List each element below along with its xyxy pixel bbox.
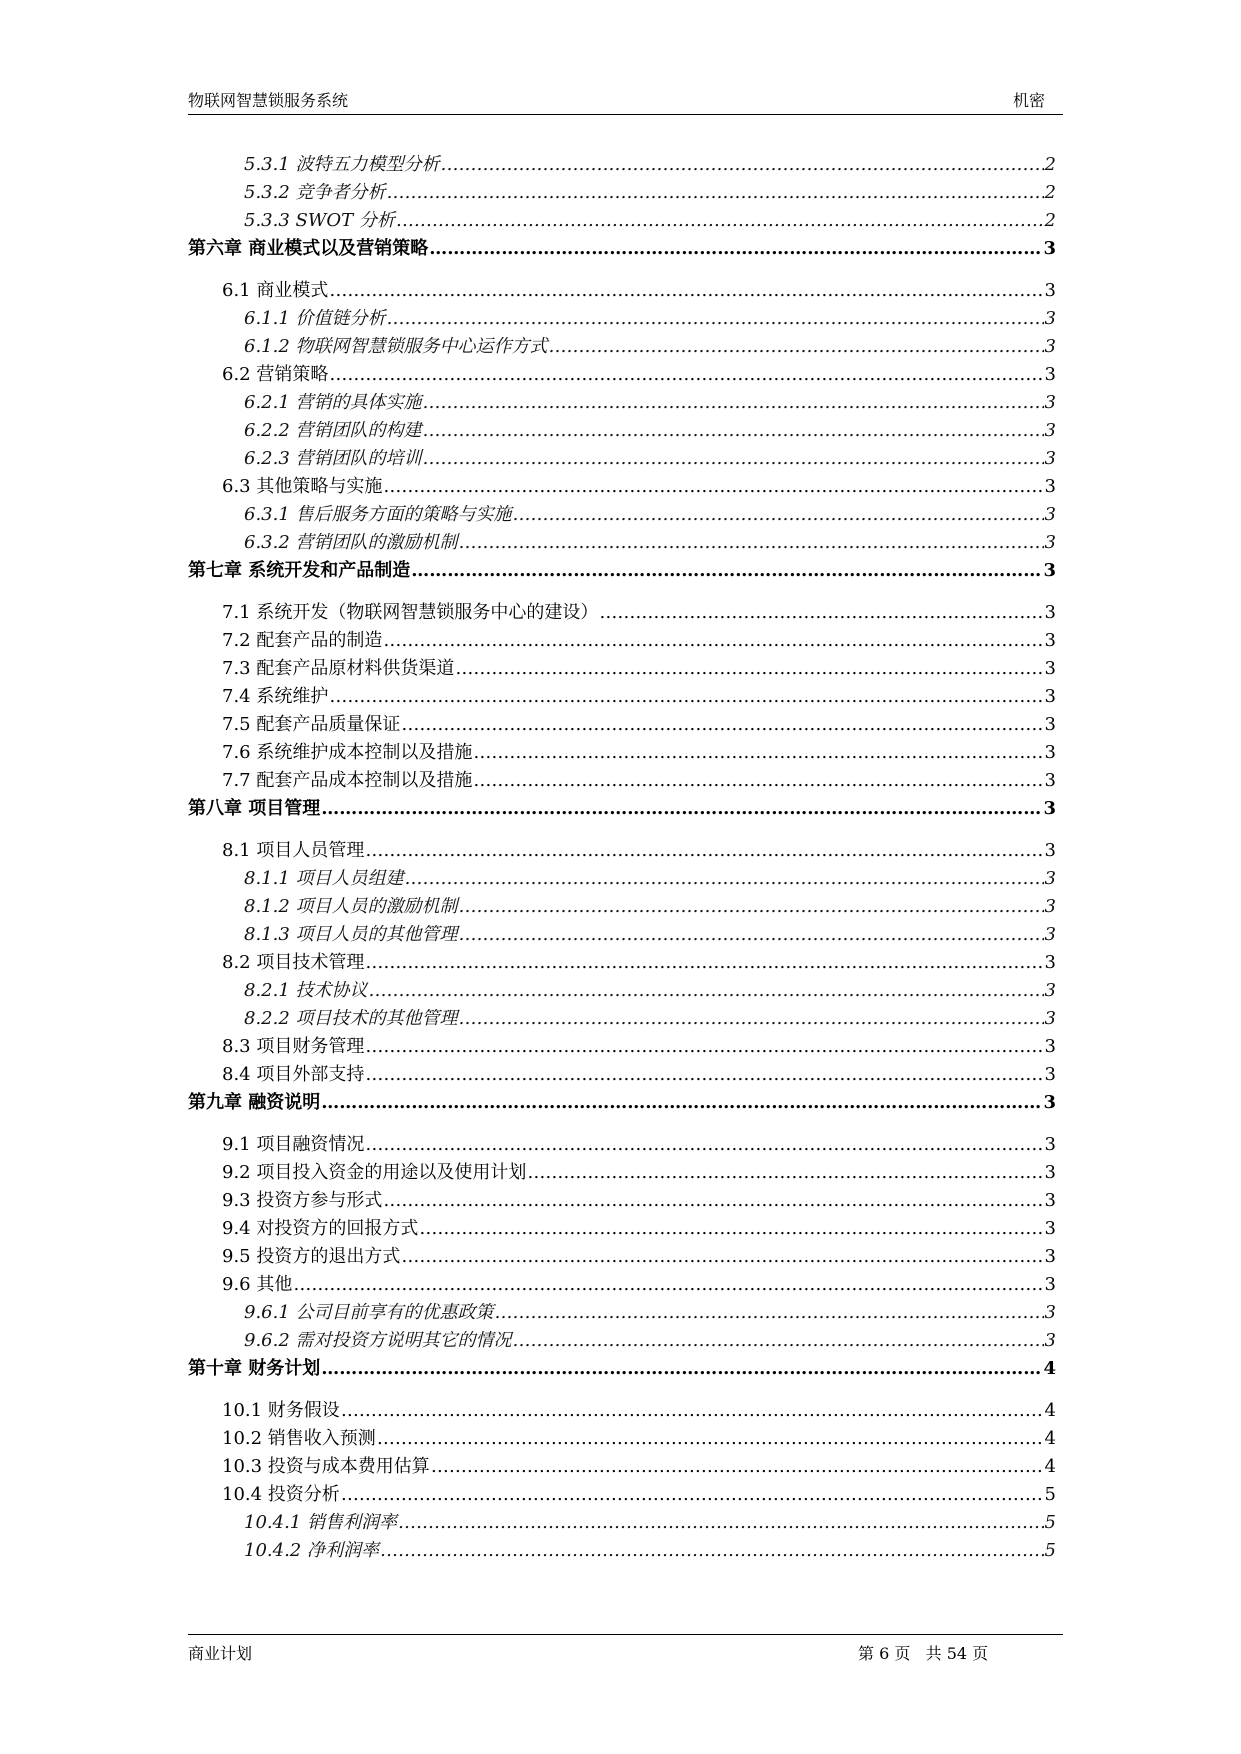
toc-page-number: 3 <box>1044 980 1056 1001</box>
toc-entry-label: 10.3 投资与成本费用估算 <box>222 1456 430 1477</box>
toc-dot-leader <box>599 602 1043 623</box>
toc-page-number: 3 <box>1044 742 1056 763</box>
toc-entry-label: 第七章 系统开发和产品制造 <box>188 560 411 581</box>
toc-dot-leader <box>341 1484 1044 1505</box>
toc-page-number: 3 <box>1044 686 1056 707</box>
toc-page-number: 3 <box>1044 1246 1056 1267</box>
toc-entry-label: 7.6 系统维护成本控制以及措施 <box>222 742 473 763</box>
toc-page-number: 5 <box>1044 1484 1056 1505</box>
toc-dot-leader <box>396 210 1044 231</box>
toc-entry[interactable] <box>188 1130 1056 1158</box>
toc-entry[interactable] <box>188 598 1056 626</box>
toc-dot-leader <box>423 420 1044 441</box>
toc-dot-leader <box>401 714 1043 735</box>
toc-page-number: 4 <box>1044 1456 1056 1477</box>
toc-entry[interactable] <box>188 976 1056 1004</box>
toc-entry[interactable] <box>188 766 1056 794</box>
toc-entry-label: 9.5 投资方的退出方式 <box>222 1246 401 1267</box>
toc-entry[interactable] <box>188 864 1056 892</box>
toc-entry[interactable] <box>188 1004 1056 1032</box>
toc-entry[interactable] <box>188 1396 1056 1424</box>
toc-entry-label: 7.7 配套产品成本控制以及措施 <box>222 770 473 791</box>
toc-dot-leader <box>429 238 1042 259</box>
toc-page-number: 3 <box>1044 658 1056 679</box>
toc-page-number: 3 <box>1044 952 1056 973</box>
toc-dot-leader <box>513 1330 1044 1351</box>
toc-entry-label: 第九章 融资说明 <box>188 1092 321 1113</box>
toc-page-number: 3 <box>1044 868 1056 889</box>
toc-entry[interactable] <box>188 738 1056 766</box>
toc-entry-label: 7.2 配套产品的制造 <box>222 630 383 651</box>
toc-entry-label: 6.3.2 营销团队的激励机制 <box>244 532 458 553</box>
toc-dot-leader <box>365 1036 1043 1057</box>
toc-page-number: 3 <box>1044 630 1056 651</box>
toc-page-number: 5 <box>1044 1512 1056 1533</box>
toc-entry-label: 第六章 商业模式以及营销策略 <box>188 238 429 259</box>
toc-entry-label: 7.4 系统维护 <box>222 686 329 707</box>
toc-entry-label: 8.4 项目外部支持 <box>222 1064 365 1085</box>
toc-dot-leader <box>383 630 1043 651</box>
toc-page-number: 3 <box>1044 714 1056 735</box>
toc-dot-leader <box>405 868 1044 889</box>
toc-entry-label: 9.6.2 需对投资方说明其它的情况 <box>244 1330 512 1351</box>
toc-dot-leader <box>495 1302 1044 1323</box>
toc-dot-leader <box>369 980 1044 1001</box>
toc-entry[interactable] <box>188 304 1056 332</box>
toc-dot-leader <box>527 1162 1043 1183</box>
toc-entry-label: 8.1.1 项目人员组建 <box>244 868 404 889</box>
footer-page-number: 第 6 页 共 54 页 <box>858 1644 989 1663</box>
toc-entry[interactable] <box>188 1214 1056 1242</box>
toc-chapter[interactable] <box>188 1088 1056 1116</box>
toc-page-number: 3 <box>1044 1134 1056 1155</box>
toc-entry[interactable] <box>188 682 1056 710</box>
toc-page-number: 3 <box>1044 476 1056 497</box>
toc-entry-label: 10.1 财务假设 <box>222 1400 340 1421</box>
toc-entry-label: 9.6.1 公司目前享有的优惠政策 <box>244 1302 494 1323</box>
toc-dot-leader <box>383 1190 1043 1211</box>
toc-chapter[interactable] <box>188 1354 1056 1382</box>
toc-dot-leader <box>293 1274 1043 1295</box>
toc-entry-label: 5.3.3 SWOT 分析 <box>244 210 395 231</box>
toc-entry-label: 6.2.1 营销的具体实施 <box>244 392 422 413</box>
toc-entry-label: 6.1 商业模式 <box>222 280 329 301</box>
toc-page-number: 4 <box>1044 1428 1056 1449</box>
toc-entry-label: 5.3.2 竞争者分析 <box>244 182 386 203</box>
toc-dot-leader <box>411 560 1042 581</box>
toc-entry-label: 8.1.3 项目人员的其他管理 <box>244 924 458 945</box>
toc-entry[interactable] <box>188 654 1056 682</box>
toc-dot-leader <box>459 1008 1044 1029</box>
toc-entry[interactable] <box>188 1298 1056 1326</box>
toc-dot-leader <box>321 798 1042 819</box>
toc-dot-leader <box>513 504 1044 525</box>
toc-page-number: 3 <box>1044 280 1056 301</box>
toc-dot-leader <box>387 308 1044 329</box>
toc-page-number: 3 <box>1044 392 1056 413</box>
toc-dot-leader <box>473 742 1043 763</box>
toc-dot-leader <box>380 1540 1044 1561</box>
toc-dot-leader <box>329 364 1043 385</box>
toc-entry-label: 7.3 配套产品原材料供货渠道 <box>222 658 455 679</box>
toc-page-number: 3 <box>1044 1162 1056 1183</box>
toc-page-number: 3 <box>1043 798 1056 819</box>
toc-page-number: 3 <box>1044 840 1056 861</box>
toc-entry[interactable] <box>188 1032 1056 1060</box>
toc-page-number: 4 <box>1043 1358 1056 1379</box>
toc-entry[interactable] <box>188 332 1056 360</box>
toc-entry[interactable] <box>188 1186 1056 1214</box>
toc-entry-label: 10.2 销售收入预测 <box>222 1428 376 1449</box>
toc-entry[interactable] <box>188 1424 1056 1452</box>
header-title: 物联网智慧锁服务系统 <box>188 91 349 110</box>
toc-entry-label: 6.3.1 售后服务方面的策略与实施 <box>244 504 512 525</box>
toc-entry-label: 10.4.1 销售利润率 <box>244 1512 397 1533</box>
toc-entry[interactable] <box>188 388 1056 416</box>
toc-dot-leader <box>365 1134 1043 1155</box>
toc-dot-leader <box>365 840 1043 861</box>
toc-entry[interactable] <box>188 472 1056 500</box>
toc-dot-leader <box>365 952 1043 973</box>
toc-entry-label: 9.2 项目投入资金的用途以及使用计划 <box>222 1162 527 1183</box>
toc-page-number: 5 <box>1044 1540 1056 1561</box>
toc-entry[interactable] <box>188 1480 1056 1508</box>
toc-dot-leader <box>423 392 1044 413</box>
toc-entry-label: 7.1 系统开发（物联网智慧锁服务中心的建设） <box>222 602 599 623</box>
toc-entry-label: 8.1 项目人员管理 <box>222 840 365 861</box>
toc-page-number: 3 <box>1043 1092 1056 1113</box>
toc-page-number: 3 <box>1043 238 1056 259</box>
toc-page-number: 3 <box>1044 1064 1056 1085</box>
toc-page-number: 4 <box>1044 1400 1056 1421</box>
toc-dot-leader <box>401 1246 1043 1267</box>
toc-dot-leader <box>321 1358 1042 1379</box>
toc-page-number: 3 <box>1044 336 1056 357</box>
toc-entry-label: 8.2 项目技术管理 <box>222 952 365 973</box>
toc-page-number: 3 <box>1044 1008 1056 1029</box>
toc-page-number: 3 <box>1044 1190 1056 1211</box>
toc-page-number: 3 <box>1044 1036 1056 1057</box>
toc-entry-label: 第八章 项目管理 <box>188 798 321 819</box>
toc-entry-label: 6.2 营销策略 <box>222 364 329 385</box>
toc-page-number: 2 <box>1044 154 1056 175</box>
toc-dot-leader <box>441 154 1044 175</box>
toc-entry[interactable] <box>188 1508 1056 1536</box>
toc-page-number: 3 <box>1044 504 1056 525</box>
toc-page-number: 3 <box>1044 602 1056 623</box>
toc-page-number: 3 <box>1044 364 1056 385</box>
toc-entry-label: 10.4.2 净利润率 <box>244 1540 379 1561</box>
table-of-contents <box>188 150 1056 1564</box>
toc-chapter[interactable] <box>188 794 1056 822</box>
toc-dot-leader <box>549 336 1044 357</box>
toc-entry-label: 6.2.3 营销团队的培训 <box>244 448 422 469</box>
toc-entry[interactable] <box>188 1158 1056 1186</box>
toc-entry-label: 8.2.1 技术协议 <box>244 980 368 1001</box>
toc-dot-leader <box>423 448 1044 469</box>
toc-dot-leader <box>329 686 1043 707</box>
header-confidential: 机密 <box>1012 91 1045 110</box>
toc-entry[interactable] <box>188 892 1056 920</box>
toc-page-number: 3 <box>1044 420 1056 441</box>
toc-dot-leader <box>365 1064 1043 1085</box>
toc-dot-leader <box>387 182 1044 203</box>
toc-dot-leader <box>341 1400 1044 1421</box>
toc-entry[interactable] <box>188 836 1056 864</box>
page-header <box>188 86 1063 115</box>
toc-page-number: 3 <box>1044 1330 1056 1351</box>
toc-dot-leader <box>459 896 1044 917</box>
toc-dot-leader <box>329 280 1043 301</box>
toc-dot-leader <box>455 658 1043 679</box>
toc-entry[interactable] <box>188 1452 1056 1480</box>
toc-page-number: 3 <box>1044 1274 1056 1295</box>
toc-entry-label: 9.4 对投资方的回报方式 <box>222 1218 419 1239</box>
toc-page-number: 3 <box>1044 896 1056 917</box>
toc-entry-label: 6.2.2 营销团队的构建 <box>244 420 422 441</box>
toc-entry-label: 8.2.2 项目技术的其他管理 <box>244 1008 458 1029</box>
toc-entry-label: 8.1.2 项目人员的激励机制 <box>244 896 458 917</box>
footer-doc-type: 商业计划 <box>188 1644 253 1663</box>
toc-dot-leader <box>431 1456 1044 1477</box>
toc-page-number: 2 <box>1044 182 1056 203</box>
toc-entry-label: 6.1.1 价值链分析 <box>244 308 386 329</box>
toc-entry[interactable] <box>188 626 1056 654</box>
toc-chapter[interactable] <box>188 556 1056 584</box>
toc-entry[interactable] <box>188 1242 1056 1270</box>
toc-entry-label: 10.4 投资分析 <box>222 1484 340 1505</box>
toc-page-number: 3 <box>1044 1302 1056 1323</box>
toc-entry[interactable] <box>188 416 1056 444</box>
toc-page-number: 3 <box>1044 770 1056 791</box>
toc-entry-label: 9.3 投资方参与形式 <box>222 1190 383 1211</box>
toc-dot-leader <box>398 1512 1044 1533</box>
toc-dot-leader <box>377 1428 1044 1449</box>
toc-chapter[interactable] <box>188 234 1056 262</box>
toc-entry-label: 6.1.2 物联网智慧锁服务中心运作方式 <box>244 336 548 357</box>
toc-entry-label: 8.3 项目财务管理 <box>222 1036 365 1057</box>
toc-entry-label: 9.6 其他 <box>222 1274 293 1295</box>
toc-entry-label: 7.5 配套产品质量保证 <box>222 714 401 735</box>
toc-entry[interactable] <box>188 1326 1056 1354</box>
toc-entry-label: 第十章 财务计划 <box>188 1358 321 1379</box>
toc-entry[interactable] <box>188 500 1056 528</box>
toc-entry-label: 9.1 项目融资情况 <box>222 1134 365 1155</box>
toc-page-number: 3 <box>1044 532 1056 553</box>
toc-page-number: 3 <box>1044 1218 1056 1239</box>
toc-entry[interactable] <box>188 206 1056 234</box>
toc-entry[interactable] <box>188 276 1056 304</box>
toc-page-number: 2 <box>1044 210 1056 231</box>
toc-dot-leader <box>383 476 1043 497</box>
toc-entry-label: 6.3 其他策略与实施 <box>222 476 383 497</box>
page-footer <box>188 1634 1063 1663</box>
toc-entry[interactable] <box>188 178 1056 206</box>
toc-page-number: 3 <box>1044 308 1056 329</box>
toc-dot-leader <box>419 1218 1043 1239</box>
toc-entry[interactable] <box>188 1060 1056 1088</box>
toc-entry[interactable] <box>188 360 1056 388</box>
toc-entry[interactable] <box>188 444 1056 472</box>
toc-entry[interactable] <box>188 710 1056 738</box>
toc-entry[interactable] <box>188 1536 1056 1564</box>
toc-page-number: 3 <box>1044 448 1056 469</box>
toc-page-number: 3 <box>1044 924 1056 945</box>
toc-entry[interactable] <box>188 920 1056 948</box>
toc-entry[interactable] <box>188 528 1056 556</box>
toc-page-number: 3 <box>1043 560 1056 581</box>
toc-entry[interactable] <box>188 948 1056 976</box>
toc-dot-leader <box>473 770 1043 791</box>
toc-entry[interactable] <box>188 150 1056 178</box>
toc-dot-leader <box>459 532 1044 553</box>
toc-entry[interactable] <box>188 1270 1056 1298</box>
toc-dot-leader <box>321 1092 1042 1113</box>
toc-dot-leader <box>459 924 1044 945</box>
toc-entry-label: 5.3.1 波特五力模型分析 <box>244 154 440 175</box>
